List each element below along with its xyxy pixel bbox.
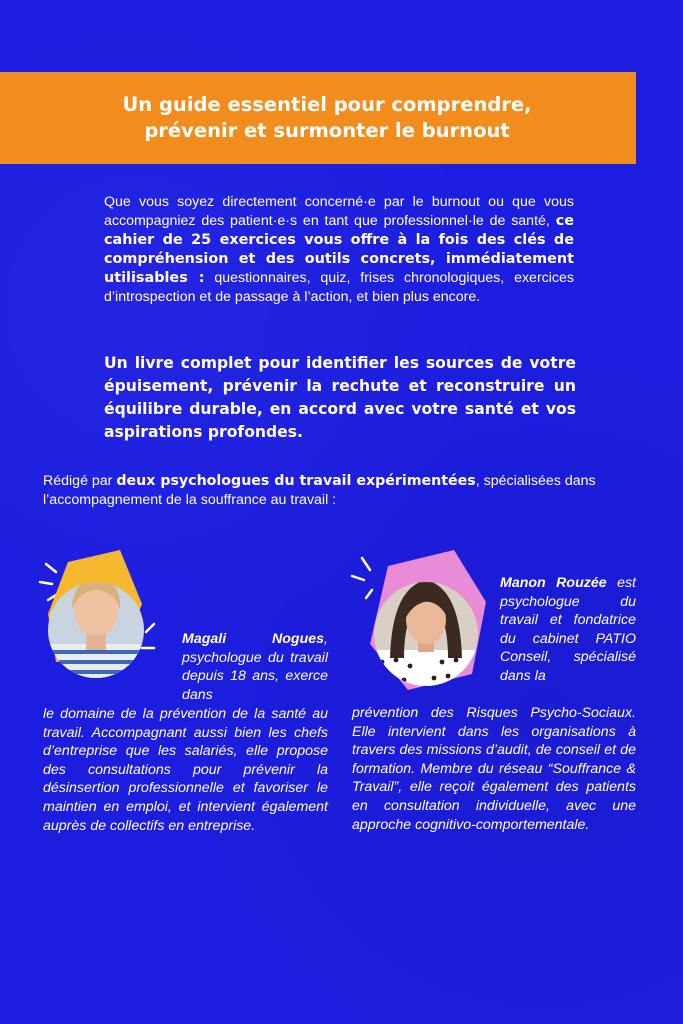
highlight-paragraph: Un livre complet pour identifier les sources de votre épuisement, prévenir la rechute et reconstruire un équilibre durable, en accord avec votre santé et vos aspirations profondes. [104,354,576,441]
authored-suffix: , spécialisées dans l’accompagnement de la souffrance au travail : [43,473,596,508]
author-name-manon: Manon Rouzée [500,575,607,591]
author-bio-magali-bottom: le domaine de la prévention de la santé au travail. Accompagnant aussi bien les chefs d’entreprise que les salariés, elle propose des consultations pour prévenir la désinsertion professionnelle et favoriser le maintien en emploi, et intervient également auprès de collectifs en entreprise. [43,706,328,834]
sparkle-lines-icon [352,558,372,598]
authored-by-paragraph [43,472,643,510]
author-photo-magali [38,544,156,694]
authored-bold: deux psychologues du travail expérimentées [116,473,476,489]
authored-prefix: Rédigé par [43,473,117,489]
intro-bold-text: ce cahier de 25 exercices vous offre à la fois des clés de compréhension et des outils concrets, immédiatement utilisables : [104,213,574,286]
intro-paragraph [104,193,574,307]
author-bio-manon-bottom: prévention des Risques Psycho-Sociaux. Elle intervient dans les organisations à travers des missions d’audit, de conseil et de formation. Membre du réseau “Souffrance & Travail”, elle reçoit également des patients en consultation individuelle, avec une approche cognitivo-comportementale. [352,705,636,833]
book-title [104,92,531,144]
author-photo-manon [348,548,488,698]
title-line-1: Un guide essentiel pour comprendre, [122,93,532,116]
title-banner [0,72,636,164]
intro-text-before: Que vous soyez directement concerné·e par le burnout ou que vous accompagniez des patient·e·s en tant que professionnel·le de santé, [104,194,574,229]
title-line-2: prévenir et surmonter le burnout [144,119,510,142]
author-bio-magali-intro: , psychologue du travail depuis 18 ans, exerce dans [182,631,328,703]
author-name-magali: Magali Nogues [182,631,325,647]
author-bio-manon-top [500,574,636,686]
intro-text-after: questionnaires, quiz, frises chronologiques, exercices d’introspection et de passage à l’action, et bien plus encore. [104,270,574,305]
author-bio-magali-top [182,630,328,704]
author-bio-manon-intro: est psychologue du travail et fondatrice du cabinet PATIO Conseil, spécialisé dans la [500,575,637,684]
